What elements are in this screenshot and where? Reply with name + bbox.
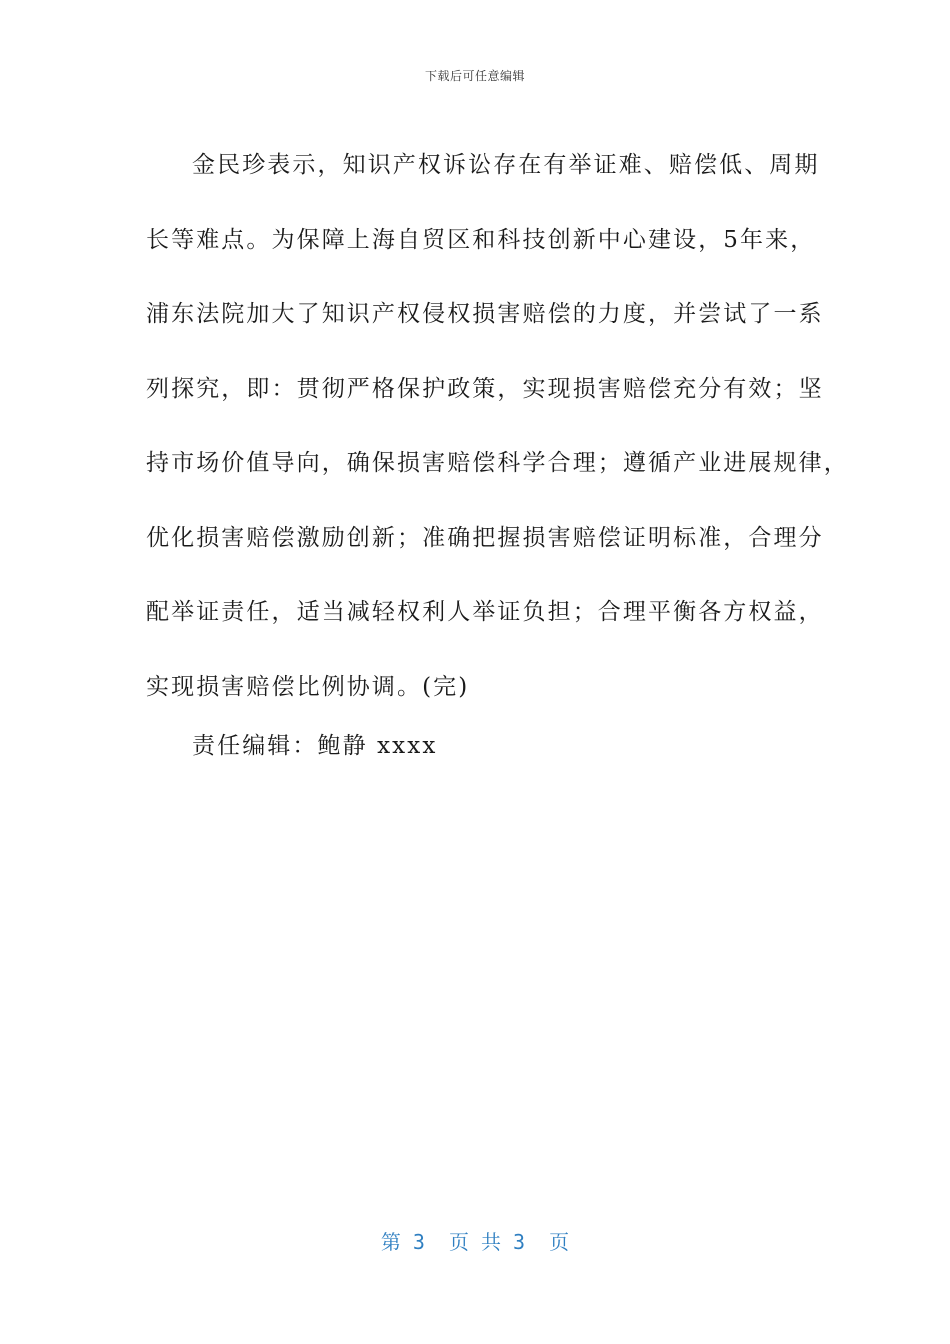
- article-line: 金民珍表示，知识产权诉讼存在有举证难、赔偿低、周期: [192, 152, 820, 178]
- header-note: 下载后可任意编辑: [424, 69, 525, 83]
- page-number: 第 3 页 共 3 页: [380, 1230, 570, 1254]
- article-line: 配举证责任，适当减轻权利人举证负担；合理平衡各方权益，: [146, 599, 824, 625]
- article-line: 长等难点。为保障上海自贸区和科技创新中心建设，5年来，: [146, 226, 816, 253]
- article-line: 浦东法院加大了知识产权侵权损害赔偿的力度，并尝试了一系: [146, 301, 824, 327]
- article-line: 优化损害赔偿激励创新；准确把握损害赔偿证明标准，合理分: [146, 524, 824, 551]
- article-body: [146, 128, 849, 724]
- article-line: 实现损害赔偿比例协调。(完): [146, 673, 470, 700]
- editor-credit: 责任编辑：鲍静 xxxx: [192, 733, 438, 759]
- article-line: 列探究，即：贯彻严格保护政策，实现损害赔偿充分有效；坚: [146, 375, 824, 402]
- article-line: 持市场价值导向，确保损害赔偿科学合理；遵循产业进展规律，: [146, 450, 849, 476]
